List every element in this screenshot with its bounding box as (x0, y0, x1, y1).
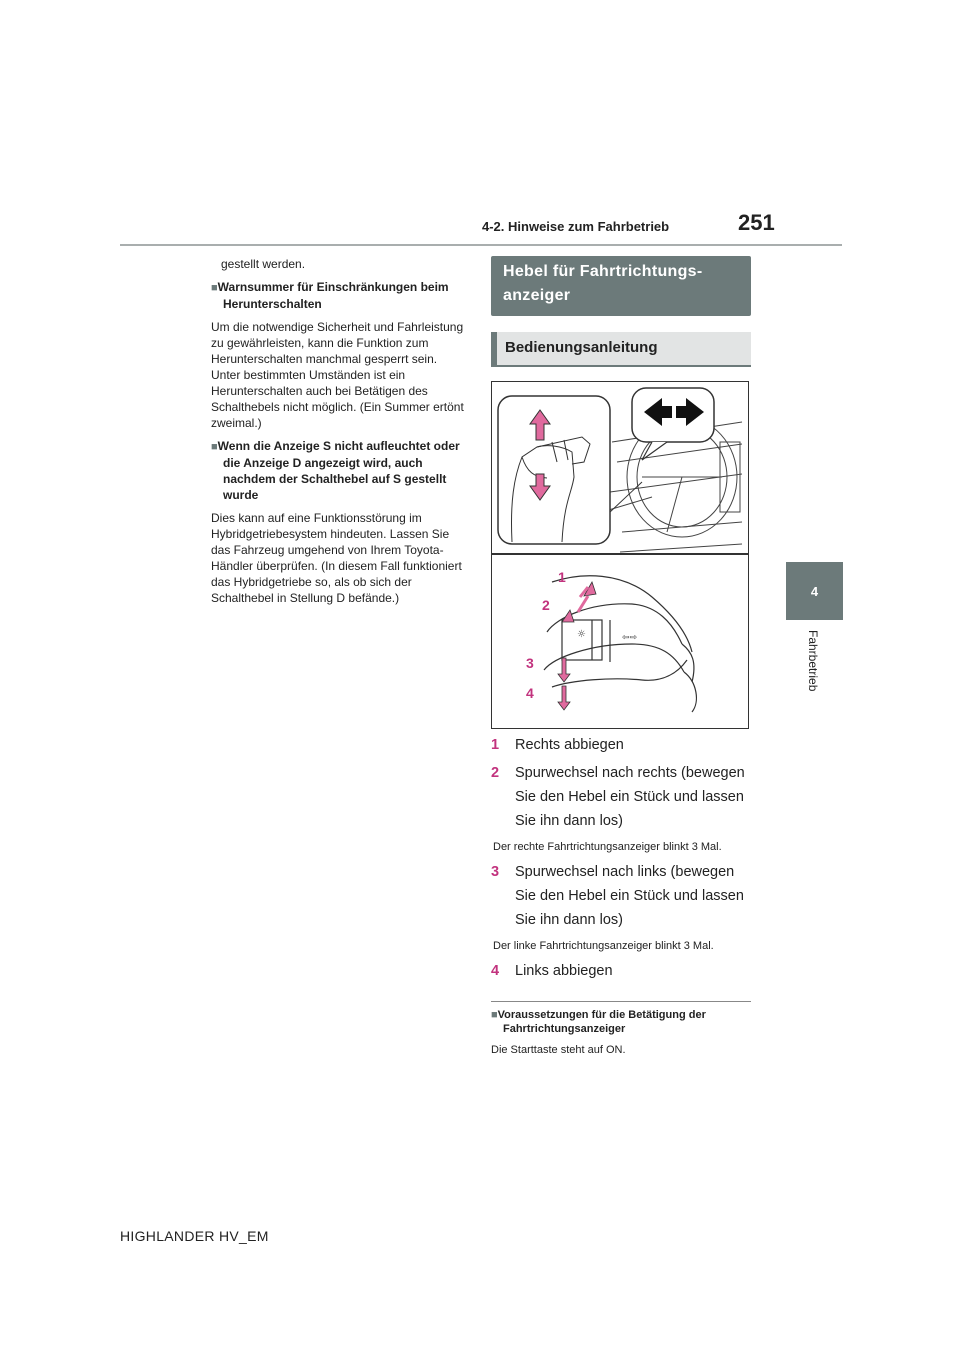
figure-label: 2 (542, 597, 550, 613)
section-title: 4-2. Hinweise zum Fahrbetrieb (482, 219, 670, 234)
step-text: Rechts abbiegen (515, 737, 624, 753)
section-heading: Hebel für Fahrtrichtungs-anzeiger (491, 256, 751, 316)
step-item (491, 959, 751, 983)
step-number: 4 (491, 963, 500, 979)
step-text: Links abbiegen (515, 963, 613, 979)
figure-label: 4 (526, 685, 534, 701)
right-column (491, 256, 751, 1058)
step-note: Der rechte Fahrtrichtungsanzeiger blinkt 3 Mal. (493, 841, 722, 853)
note-body: Um die notwendige Sicherheit und Fahrleistung zu gewährleisten, kann die Funktion zum Herunterschalten manchmal gesperrt sein. Unter bestimmten Umständen ist ein Herunterschalten auch bei Betätigen des Schalthebels nicht möglich. (Ein Summer ertönt zweimal.) (211, 320, 464, 430)
note-heading: ■Warnsummer für Einschränkungen beim Herunterschalten (211, 280, 449, 311)
continuation-text: gestellt werden. (221, 257, 306, 271)
figure-label: 3 (526, 655, 534, 671)
step-number: 2 (491, 765, 500, 781)
figure-label: 1 (558, 569, 566, 585)
note-heading: ■Wenn die Anzeige S nicht aufleuchtet oder die Anzeige D angezeigt wird, auch nachdem der Schalthebel auf S gestellt wurde (211, 439, 460, 502)
turn-signal-illustration (491, 381, 749, 729)
left-column (211, 256, 469, 613)
step-text: Spurwechsel nach rechts (bewegen Sie den Hebel ein Stück und lassen Sie ihn dann los) (515, 765, 745, 829)
illustration-drawing (492, 382, 748, 728)
chapter-label: Fahrbetrieb (806, 630, 820, 692)
header-rule (120, 244, 842, 246)
svg-text:⇦⇨: ⇦⇨ (622, 633, 638, 643)
step-note: Der linke Fahrtrichtungsanzeiger blinkt 3 Mal. (493, 940, 714, 952)
step-item (491, 761, 751, 833)
svg-text:☼: ☼ (577, 629, 586, 640)
step-item (491, 733, 751, 757)
note-body: Dies kann auf eine Funktionsstörung im Hybridgetriebesystem hindeuten. Lassen Sie das Fahrzeug umgehend von Ihrem Toyota-Händler überprüfen. (In diesem Fall funktioniert das Hybridgetriebe so, als ob sich der Schalthebel in Stellung D befände.) (211, 511, 462, 605)
conditions-heading: ■Voraussetzungen für die Betätigung der Fahrtrichtungsanzeiger (491, 1009, 706, 1035)
section-divider (491, 1001, 751, 1002)
conditions-body: Die Starttaste steht auf ON. (491, 1044, 626, 1056)
subsection-heading: Bedienungsanleitung (491, 332, 751, 367)
step-item (491, 860, 751, 932)
square-bullet-icon: ■ (211, 441, 218, 453)
footer-model: HIGHLANDER HV_EM (120, 1228, 269, 1244)
step-number: 1 (491, 737, 500, 753)
square-bullet-icon: ■ (211, 282, 218, 294)
chapter-tab[interactable]: 4 (786, 562, 843, 620)
inset-frame (498, 396, 610, 544)
signal-bubble (632, 388, 714, 442)
page-number: 251 (738, 210, 775, 235)
square-bullet-icon: ■ (491, 1009, 498, 1021)
step-text: Spurwechsel nach links (bewegen Sie den Hebel ein Stück und lassen Sie ihn dann los) (515, 864, 744, 928)
step-number: 3 (491, 864, 500, 880)
